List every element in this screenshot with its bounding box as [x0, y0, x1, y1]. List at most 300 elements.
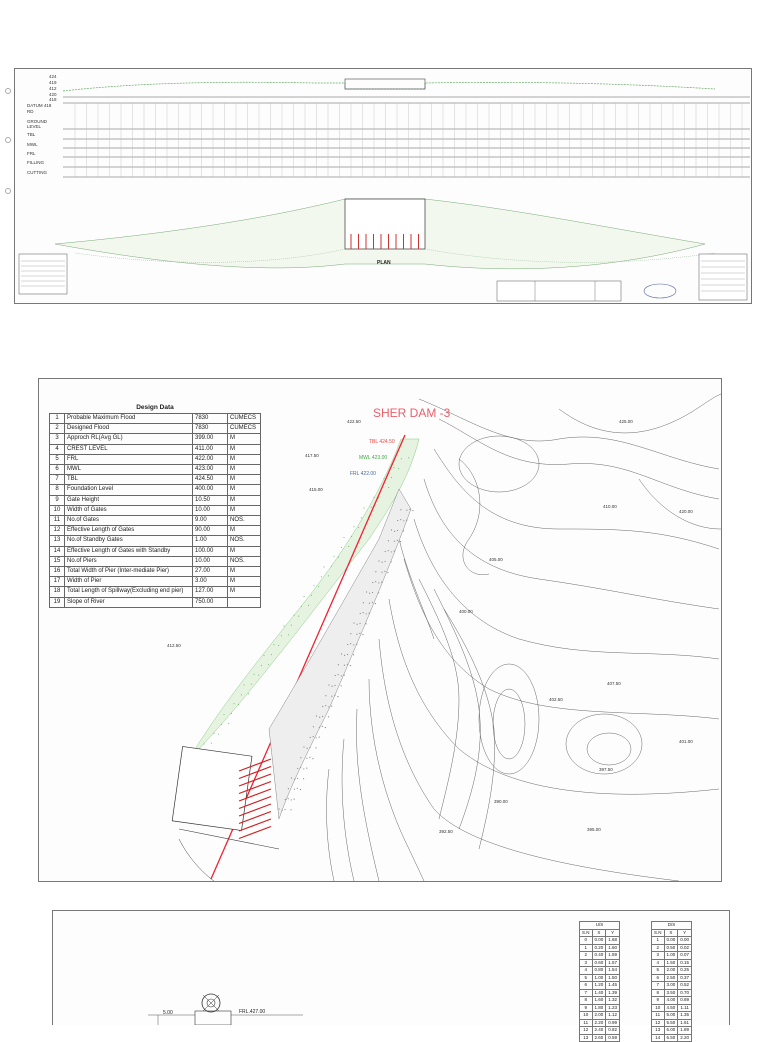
- design-cell-value: 7830: [193, 414, 228, 424]
- fill-texture-dot: [350, 665, 351, 666]
- row-label: RD: [27, 109, 34, 114]
- design-row: [50, 546, 261, 556]
- fill-texture-dot: [341, 675, 342, 676]
- design-cell-unit: NOS.: [228, 536, 261, 546]
- fill-texture-dot: [409, 509, 410, 510]
- row-label: 418: [49, 97, 57, 102]
- coord-col-header: X: [664, 929, 678, 937]
- contour-label: 405.00: [489, 557, 503, 562]
- punch-hole: [5, 137, 11, 143]
- fill-texture-dot: [325, 727, 326, 728]
- coord-cell: 1.12: [606, 1012, 620, 1020]
- grass-texture-dot: [391, 477, 392, 478]
- design-row: [50, 495, 261, 505]
- coord-cell: 2.00: [664, 967, 678, 975]
- fill-texture-dot: [394, 550, 395, 551]
- fill-texture-dot: [362, 634, 363, 635]
- design-cell-unit: M: [228, 505, 261, 515]
- coord-col-header: S.N: [652, 929, 665, 937]
- fill-texture-dot: [309, 747, 310, 748]
- fill-texture-dot: [390, 561, 391, 562]
- punch-hole: [5, 188, 11, 194]
- coord-cell: 7: [652, 982, 665, 990]
- design-cell-param: Total Length of Spillway(Excluding end pier): [65, 587, 193, 597]
- coord-cell: 3: [652, 952, 665, 960]
- coord-cell: 6: [580, 982, 593, 990]
- fill-texture-dot: [306, 758, 307, 759]
- coord-cell: 5.00: [664, 1012, 678, 1020]
- design-cell-unit: M: [228, 454, 261, 464]
- design-cell-param: No.of Piers: [65, 556, 193, 566]
- fill-texture-dot: [307, 748, 308, 749]
- coord-cell: 2.00: [592, 1012, 606, 1020]
- row-label: CUTTING: [27, 170, 47, 175]
- coord-cell: 1.39: [606, 989, 620, 997]
- coord-cell: 0.00: [678, 937, 692, 945]
- fill-texture-dot: [372, 602, 373, 603]
- fill-texture-dot: [285, 799, 286, 800]
- design-row: [50, 485, 261, 495]
- grass-texture-dot: [288, 634, 289, 635]
- coord-cell: 8: [580, 997, 593, 1005]
- fill-texture-dot: [319, 717, 320, 718]
- fill-texture-dot: [294, 798, 295, 799]
- fill-texture-dot: [328, 684, 329, 685]
- coord-table-title: U/S: [580, 922, 620, 930]
- fill-texture-dot: [384, 561, 385, 562]
- design-cell-value: 411.00: [193, 444, 228, 454]
- coord-row: [580, 1027, 620, 1035]
- fill-texture-dot: [397, 530, 398, 531]
- design-cell-unit: M: [228, 475, 261, 485]
- design-cell-value: 127.00: [193, 587, 228, 597]
- coord-cell: 2.60: [592, 1034, 606, 1042]
- grass-texture-dot: [234, 703, 235, 704]
- design-cell-no: 7: [50, 475, 65, 485]
- coord-row: [580, 1034, 620, 1042]
- design-cell-param: Effective Length of Gates: [65, 526, 193, 536]
- coord-cell: 1.32: [606, 997, 620, 1005]
- section-sheet: [52, 910, 730, 1040]
- fill-texture-dot: [406, 510, 407, 511]
- design-cell-value: 3.00: [193, 577, 228, 587]
- fill-texture-dot: [313, 726, 314, 727]
- fill-texture-dot: [278, 808, 279, 809]
- contour-label: 402.50: [549, 697, 563, 702]
- fill-texture-dot: [350, 633, 351, 634]
- coord-cell: 10: [580, 1012, 593, 1020]
- row-label: FRL: [27, 151, 36, 156]
- fill-texture-dot: [394, 541, 395, 542]
- design-cell-no: 16: [50, 567, 65, 577]
- coord-cell: 1.20: [592, 982, 606, 990]
- design-cell-unit: M: [228, 434, 261, 444]
- fill-texture-dot: [297, 768, 298, 769]
- coord-cell: 0.89: [678, 997, 692, 1005]
- fill-texture-dot: [288, 788, 289, 789]
- design-cell-no: 10: [50, 505, 65, 515]
- grass-texture-dot: [324, 567, 325, 568]
- coord-cell: 2.50: [664, 974, 678, 982]
- coord-row: [652, 937, 692, 945]
- coord-cell: 1: [652, 937, 665, 945]
- design-cell-no: 11: [50, 516, 65, 526]
- coord-cell: 13: [580, 1034, 593, 1042]
- coord-cell: 1.40: [592, 989, 606, 997]
- grass-texture-dot: [311, 595, 312, 596]
- coord-cell: 0.59: [606, 1034, 620, 1042]
- grass-texture-dot: [338, 557, 339, 558]
- design-cell-no: 18: [50, 587, 65, 597]
- design-cell-param: Effective Length of Gates with Standby: [65, 546, 193, 556]
- grass-texture-dot: [348, 546, 349, 547]
- fill-texture-dot: [284, 809, 285, 810]
- fill-texture-dot: [303, 778, 304, 779]
- coord-cell: 4: [652, 959, 665, 967]
- fill-texture-dot: [338, 664, 339, 665]
- fill-texture-dot: [384, 571, 385, 572]
- fill-texture-dot: [319, 736, 320, 737]
- fill-texture-dot: [353, 622, 354, 623]
- fill-texture-dot: [391, 529, 392, 530]
- fill-texture-dot: [369, 603, 370, 604]
- coord-row: [580, 1012, 620, 1020]
- design-row: [50, 465, 261, 475]
- grass-texture-dot: [221, 724, 222, 725]
- coord-cell: 2: [652, 944, 665, 952]
- design-cell-no: 3: [50, 434, 65, 444]
- coord-col-header: S.N: [580, 929, 593, 937]
- contour-label: 410.00: [603, 504, 617, 509]
- grass-texture-dot: [344, 537, 345, 538]
- coord-col-header: X: [592, 929, 606, 937]
- grass-texture-dot: [274, 644, 275, 645]
- grass-texture-dot: [318, 586, 319, 587]
- design-cell-value: 423.00: [193, 465, 228, 475]
- coord-cell: 5.50: [664, 1019, 678, 1027]
- section-drawing: [53, 911, 729, 1025]
- fill-texture-dot: [378, 592, 379, 593]
- frl-label: FRL 422.00: [350, 471, 376, 477]
- fill-texture-dot: [340, 685, 341, 686]
- design-cell-unit: M: [228, 526, 261, 536]
- coord-row: [652, 967, 692, 975]
- coord-row: [652, 1027, 692, 1035]
- design-row: [50, 475, 261, 485]
- design-row: [50, 444, 261, 454]
- fill-texture-dot: [331, 705, 332, 706]
- design-cell-no: 4: [50, 444, 65, 454]
- design-cell-unit: CUMECS: [228, 424, 261, 434]
- fill-texture-dot: [378, 582, 379, 583]
- grass-texture-dot: [264, 655, 265, 656]
- coord-row: [652, 1034, 692, 1042]
- coord-row: [580, 989, 620, 997]
- contour-label: 412.50: [167, 643, 181, 648]
- contour-label: 422.50: [347, 419, 361, 424]
- fill-texture-dot: [397, 520, 398, 521]
- fill-texture-dot: [403, 520, 404, 521]
- fill-texture-dot: [375, 571, 376, 572]
- coord-cell: 1.45: [606, 982, 620, 990]
- grass-texture-dot: [268, 664, 269, 665]
- coord-row: [580, 937, 620, 945]
- contour-label: 415.00: [309, 487, 323, 492]
- grass-texture-dot: [294, 615, 295, 616]
- grass-texture-dot: [228, 723, 229, 724]
- design-cell-param: Slope of River: [65, 597, 193, 607]
- coord-cell: 9: [652, 997, 665, 1005]
- design-cell-unit: NOS.: [228, 556, 261, 566]
- fill-texture-dot: [306, 767, 307, 768]
- fill-texture-dot: [359, 623, 360, 624]
- design-cell-no: 5: [50, 454, 65, 464]
- fill-texture-dot: [360, 613, 361, 614]
- fill-texture-dot: [357, 624, 358, 625]
- coord-row: [652, 1012, 692, 1020]
- grass-texture-dot: [281, 635, 282, 636]
- coord-cell: 2: [580, 952, 593, 960]
- fill-texture-dot: [312, 758, 313, 759]
- coord-row: [580, 982, 620, 990]
- coord-row: [580, 952, 620, 960]
- row-label: FILLING: [27, 160, 45, 165]
- grass-texture-dot: [384, 478, 385, 479]
- design-cell-param: Width of Pier: [65, 577, 193, 587]
- fill-texture-dot: [338, 674, 339, 675]
- design-cell-unit: M: [228, 577, 261, 587]
- design-cell-no: 6: [50, 465, 65, 475]
- grass-texture-dot: [231, 713, 232, 714]
- coord-cell: 0.70: [678, 989, 692, 997]
- fill-texture-dot: [388, 540, 389, 541]
- row-label: MWL: [27, 142, 38, 147]
- row-label: 419: [49, 80, 57, 85]
- grass-texture-dot: [358, 527, 359, 528]
- coord-row: [652, 974, 692, 982]
- fill-texture-dot: [356, 643, 357, 644]
- design-cell-unit: M: [228, 495, 261, 505]
- design-row: [50, 414, 261, 424]
- fill-texture-dot: [313, 736, 314, 737]
- row-label: 424: [49, 74, 57, 79]
- coord-row: [652, 989, 692, 997]
- fill-texture-dot: [382, 562, 383, 563]
- design-cell-no: 8: [50, 485, 65, 495]
- punch-hole: [5, 88, 11, 94]
- fill-texture-dot: [372, 592, 373, 593]
- design-row: [50, 567, 261, 577]
- coord-row: [652, 944, 692, 952]
- coord-cell: 4.00: [664, 997, 678, 1005]
- coord-cell: 9: [580, 1004, 593, 1012]
- fill-texture-dot: [332, 686, 333, 687]
- contour-label: 420.00: [679, 509, 693, 514]
- grass-texture-dot: [374, 497, 375, 498]
- fill-texture-dot: [391, 551, 392, 552]
- design-cell-param: Foundation Level: [65, 485, 193, 495]
- coord-cell: 2.20: [678, 1034, 692, 1042]
- design-cell-value: 424.50: [193, 475, 228, 485]
- coord-row: [580, 974, 620, 982]
- fill-texture-dot: [412, 510, 413, 511]
- grass-texture-dot: [341, 547, 342, 548]
- grass-texture-dot: [238, 704, 239, 705]
- design-cell-unit: M: [228, 546, 261, 556]
- coord-cell: 3.00: [664, 982, 678, 990]
- map-title: SHER DAM -3: [373, 406, 451, 420]
- coord-cell: 0.80: [592, 967, 606, 975]
- coord-cell: 3: [580, 959, 593, 967]
- coord-cell: 1.60: [592, 997, 606, 1005]
- design-cell-value: 100.00: [193, 546, 228, 556]
- coord-cell: 1.00: [664, 952, 678, 960]
- grass-texture-dot: [254, 674, 255, 675]
- coord-cell: 1.89: [678, 1027, 692, 1035]
- design-row: [50, 526, 261, 536]
- design-cell-no: 17: [50, 577, 65, 587]
- coord-cell: 7: [580, 989, 593, 997]
- grass-texture-dot: [278, 645, 279, 646]
- coord-cell: 6: [652, 974, 665, 982]
- design-cell-value: 7830: [193, 424, 228, 434]
- fill-texture-dot: [347, 654, 348, 655]
- coord-cell: 0.40: [592, 952, 606, 960]
- fill-texture-dot: [309, 757, 310, 758]
- grass-texture-dot: [244, 685, 245, 686]
- fill-texture-dot: [400, 519, 401, 520]
- fill-texture-dot: [403, 530, 404, 531]
- grass-texture-dot: [218, 734, 219, 735]
- grass-texture-dot: [248, 693, 249, 694]
- coord-cell: 0.00: [592, 937, 606, 945]
- grass-texture-dot: [388, 487, 389, 488]
- fill-texture-dot: [315, 747, 316, 748]
- fill-texture-dot: [369, 612, 370, 613]
- grass-texture-dot: [331, 566, 332, 567]
- coord-cell: 0: [580, 937, 593, 945]
- fill-texture-dot: [322, 706, 323, 707]
- design-data-table: [49, 413, 261, 608]
- design-cell-no: 13: [50, 536, 65, 546]
- grass-texture-dot: [298, 616, 299, 617]
- design-cell-unit: M: [228, 485, 261, 495]
- coord-cell: 0.99: [606, 1019, 620, 1027]
- coord-cell: 0.07: [678, 952, 692, 960]
- design-cell-no: 2: [50, 424, 65, 434]
- design-cell-value: 422.00: [193, 454, 228, 464]
- fill-texture-dot: [353, 654, 354, 655]
- grass-texture-dot: [284, 626, 285, 627]
- design-cell-param: Probable Maximum Flood: [65, 414, 193, 424]
- coord-row: [652, 1019, 692, 1027]
- design-cell-value: 27.00: [193, 567, 228, 577]
- design-cell-value: 90.00: [193, 526, 228, 536]
- coord-row: [652, 952, 692, 960]
- design-row: [50, 454, 261, 464]
- fill-texture-dot: [300, 767, 301, 768]
- fill-texture-dot: [328, 706, 329, 707]
- coord-row: [652, 982, 692, 990]
- fill-texture-dot: [344, 665, 345, 666]
- coord-cell: 1.50: [664, 959, 678, 967]
- design-cell-unit: M: [228, 465, 261, 475]
- coord-row: [580, 959, 620, 967]
- coord-cell: 6.50: [664, 1034, 678, 1042]
- contour-label: 397.50: [599, 767, 613, 772]
- design-cell-no: 1: [50, 414, 65, 424]
- fill-texture-dot: [353, 644, 354, 645]
- contour-label: 395.00: [587, 827, 601, 832]
- coord-cell: 12: [580, 1027, 593, 1035]
- fill-texture-dot: [297, 778, 298, 779]
- fill-texture-dot: [288, 798, 289, 799]
- design-cell-value: 9.00: [193, 516, 228, 526]
- fill-texture-dot: [290, 809, 291, 810]
- fill-texture-dot: [325, 705, 326, 706]
- grass-texture-dot: [371, 507, 372, 508]
- coord-cell: 0.20: [592, 944, 606, 952]
- grass-texture-dot: [354, 526, 355, 527]
- contour-sheet: [38, 378, 722, 882]
- fill-texture-dot: [337, 696, 338, 697]
- coord-cell: 0.00: [664, 937, 678, 945]
- fill-texture-dot: [365, 623, 366, 624]
- contour-label: 425.00: [619, 419, 633, 424]
- fill-texture-dot: [325, 695, 326, 696]
- row-label: DATUM 418: [27, 103, 52, 108]
- coord-row: [580, 1004, 620, 1012]
- fill-texture-dot: [334, 685, 335, 686]
- grass-texture-dot: [364, 508, 365, 509]
- coord-cell: 8: [652, 989, 665, 997]
- design-cell-param: No.of Gates: [65, 516, 193, 526]
- mwl-label: MWL 423.00: [359, 455, 388, 461]
- design-cell-no: 14: [50, 546, 65, 556]
- coord-cell: 1.23: [606, 1004, 620, 1012]
- coord-row: [580, 944, 620, 952]
- coord-cell: 4: [580, 967, 593, 975]
- design-row: [50, 536, 261, 546]
- fill-texture-dot: [344, 655, 345, 656]
- fill-texture-dot: [294, 779, 295, 780]
- fill-texture-dot: [406, 519, 407, 520]
- grass-texture-dot: [321, 576, 322, 577]
- design-cell-param: Gate Height: [65, 495, 193, 505]
- fill-texture-dot: [366, 613, 367, 614]
- grass-texture-dot: [334, 556, 335, 557]
- fill-texture-dot: [300, 757, 301, 758]
- fill-texture-dot: [400, 541, 401, 542]
- fill-texture-dot: [359, 633, 360, 634]
- design-cell-unit: M: [228, 444, 261, 454]
- coord-row: [580, 997, 620, 1005]
- fill-texture-dot: [344, 674, 345, 675]
- coord-cell: 1.68: [606, 937, 620, 945]
- tbl-label: TBL 424.50: [369, 439, 395, 445]
- design-cell-param: Approch RL(Avg GL): [65, 434, 193, 444]
- grass-texture-dot: [224, 714, 225, 715]
- grass-texture-dot: [314, 585, 315, 586]
- fill-texture-dot: [366, 591, 367, 592]
- design-cell-param: Total Width of Pier (Inter-mediate Pier): [65, 567, 193, 577]
- grass-texture-dot: [214, 733, 215, 734]
- dimension-label: 5.00: [163, 1010, 173, 1016]
- design-cell-unit: M: [228, 567, 261, 577]
- design-cell-value: 10.00: [193, 556, 228, 566]
- grass-texture-dot: [304, 596, 305, 597]
- fill-texture-dot: [319, 727, 320, 728]
